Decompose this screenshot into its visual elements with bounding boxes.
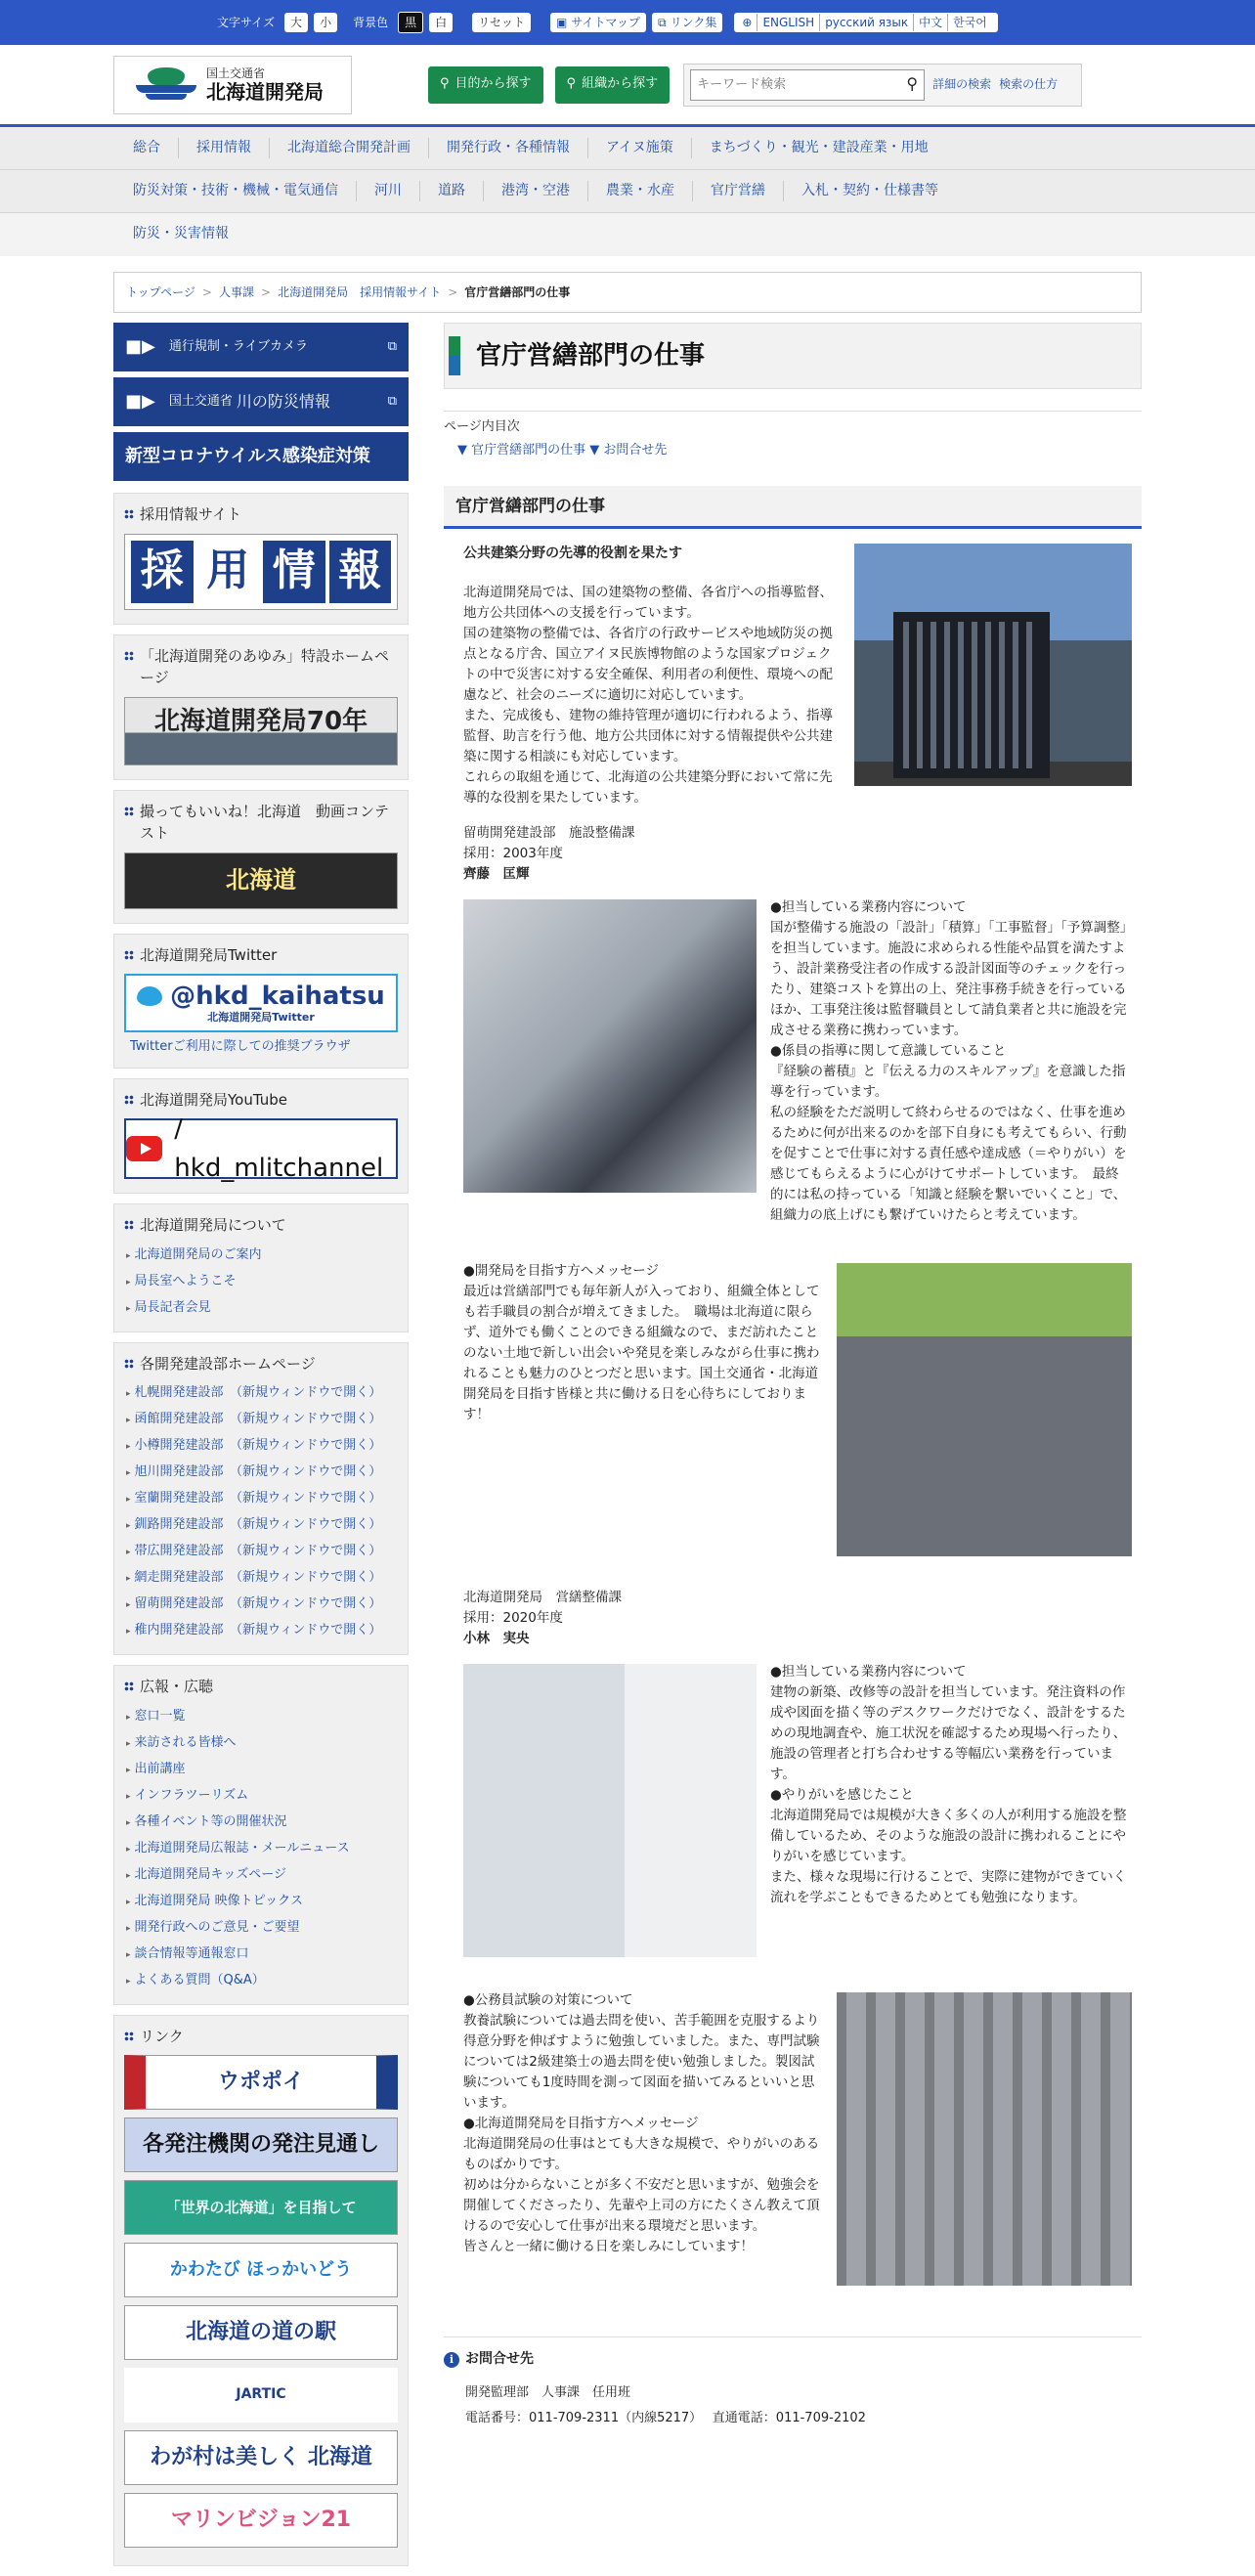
video-camera-icon: ■▶ (125, 336, 155, 358)
twitter-browser-link[interactable]: Twitterご利用に際しての推奨ブラウザ (130, 1039, 351, 1054)
breadcrumb-home[interactable]: トップページ (126, 284, 195, 299)
nav-row-3 (0, 213, 1255, 256)
person2-text2-block (463, 1990, 821, 2257)
link-banner-marine-vision[interactable]: マリンビジョン21 (124, 2493, 398, 2548)
person2-text1: ●担当している業務内容について 建物の新築、改修等の設計を担当しています。発注資料の作成や図面を描く等のデスクワークだけでなく、設計をするための現地調査や、施工状況を確認するため現場へ行ったり、施設の管理者と打ち合わせする等幅広い業務を行っています。 ●やりがいを感じたこと 北海道開発局では規模が大きく多くの人が利用する施設を整備しているため、そのような施設の設計に携われることにやりがいを感じています。 また、様々な現場に行けることで、実際に建物ができていく流れを学ぶこともできるためとても勉強になります。 (770, 1664, 1127, 1905)
link-banner-order-outlook[interactable]: 各発注機関の発注見通し (124, 2118, 398, 2172)
person2-dept: 北海道開発局 営繕整備課 (463, 1590, 622, 1605)
about-box-title: 北海道開発局について (140, 1216, 286, 1235)
branch-link[interactable]: 帯広開発建設部 （新規ウィンドウで開く） (134, 1544, 382, 1559)
traffic-camera-label: 通行規制・ライブカメラ (168, 338, 308, 354)
search-area (683, 64, 1082, 107)
link-banner-wagamura[interactable]: わが村は美しく 北海道 (124, 2430, 398, 2485)
recruit-box (113, 493, 409, 625)
video-contest-banner[interactable]: 北海道 (124, 852, 398, 909)
link-banner-michinoeki[interactable]: 北海道の道の駅 (124, 2305, 398, 2360)
section-lead: 公共建築分野の先導的役割を果たす (463, 546, 682, 561)
global-nav (0, 127, 1255, 256)
link-banner-jartic[interactable]: JARTIC (124, 2368, 398, 2423)
search-by-org-button[interactable] (555, 66, 671, 104)
about-link[interactable]: 局長記者会見 (134, 1299, 211, 1315)
pr-box (113, 1665, 409, 2005)
pr-link[interactable]: 窓口一覧 (134, 1708, 186, 1724)
page-title-bar (444, 323, 1142, 389)
font-large-button[interactable]: 大 (284, 13, 308, 32)
recruit-banner-char-4: 報 (329, 541, 392, 603)
font-small-button[interactable]: 小 (314, 13, 337, 32)
pr-link[interactable]: 北海道開発局キッズページ (134, 1866, 287, 1882)
lang-chinese[interactable]: 中文 (913, 14, 947, 31)
utility-bar (0, 0, 1255, 45)
scaffold-site-photo (837, 1992, 1132, 2286)
search-by-purpose-label: 目的から探す (454, 76, 532, 92)
intro-block (463, 544, 835, 808)
site-logo[interactable] (113, 56, 352, 114)
pr-link[interactable]: インフラツーリズム (134, 1787, 249, 1803)
building-photo (854, 544, 1132, 786)
person1-text2: ●開発局を目指す方へメッセージ 最近は営繕部門でも毎年新人が入っており、組織全体としても若手職員の割合が増えてきました。 職場は北海道に限らず、道外でも働くことのできる組織なので、まだ訪れたことのない土地で新しい出会いや発見を楽しみながら仕事に携われることも魅力のひとつだと思います。国土交通省・北海道開発局を目指す皆様と共に働ける日を心待ちにしております！ (463, 1263, 820, 1422)
branch-link[interactable]: 網走開発建設部 （新規ウィンドウで開く） (134, 1570, 382, 1586)
font-size-label: 文字サイズ (217, 15, 276, 29)
contact-phone: 電話番号：011-709-2311（内線5217） 直通電話：011-709-2102 (465, 2410, 866, 2425)
links-link[interactable] (652, 13, 722, 32)
link-banner-kawatabi[interactable]: かわたび ほっかいどう (124, 2243, 398, 2297)
covid-button[interactable]: 新型コロナウイルス感染症対策 (113, 432, 409, 481)
sitemap-label: サイトマップ (571, 16, 641, 29)
search-box (690, 69, 925, 101)
nav-general[interactable]: 総合 (133, 139, 160, 155)
dots-icon (124, 807, 134, 816)
branch-box-title: 各開発建設部ホームページ (140, 1354, 316, 1373)
pr-link[interactable]: 談合情報等通報窓口 (134, 1945, 249, 1961)
search-icon[interactable]: ⚲ (906, 74, 919, 94)
lang-english[interactable]: ENGLISH (757, 14, 819, 31)
twitter-banner[interactable] (124, 974, 398, 1032)
external-link-icon: ⧉ (658, 16, 667, 29)
links-label: リンク集 (670, 16, 717, 29)
pr-link[interactable]: 各種イベント等の開催状況 (134, 1813, 287, 1829)
bg-white-button[interactable]: 白 (429, 13, 453, 32)
nav-recruit[interactable]: 採用情報 (178, 138, 269, 159)
advanced-search-link[interactable]: 詳細の検索 (932, 77, 992, 92)
dots-icon (124, 1359, 134, 1369)
toc-label: ページ内目次 (444, 419, 520, 434)
lang-russian[interactable]: русский язык (819, 14, 913, 31)
nav-agriculture[interactable]: 農業・水産 (587, 181, 692, 202)
youtube-box (113, 1078, 409, 1195)
magnifier-icon: ⚲ (440, 76, 450, 92)
logo-mark-icon (136, 67, 196, 103)
external-link-icon: ⧉ (387, 338, 397, 354)
branch-link[interactable]: 室蘭開発建設部 （新規ウィンドウで開く） (134, 1491, 382, 1506)
magnifier-icon: ⚲ (566, 76, 577, 92)
links-box (113, 2015, 409, 2567)
dots-icon (124, 1681, 134, 1691)
breadcrumb: トップページ > 人事課 > 北海道開発局 採用情報サイト > 官庁営繕部門の仕事 (113, 272, 1142, 313)
river-disaster-label: 川の防災情報 (236, 391, 330, 411)
ayumi-box (113, 634, 409, 780)
about-link[interactable]: 局長室へようこそ (134, 1273, 237, 1288)
nav-road[interactable]: 道路 (419, 181, 483, 202)
search-howto-link[interactable]: 検索の仕方 (999, 77, 1059, 92)
recruit-banner-char-3: 情 (263, 541, 325, 603)
branch-link[interactable]: 小樽開発建設部 （新規ウィンドウで開く） (134, 1438, 382, 1454)
dots-icon (124, 509, 134, 519)
person1-info (463, 823, 835, 885)
youtube-banner[interactable] (124, 1113, 398, 1184)
construction-site-photo (837, 1263, 1132, 1556)
youtube-box-title: 北海道開発局YouTube (140, 1090, 287, 1109)
intro-text: 北海道開発局では、国の建築物の整備、各省庁への指導監督、地方公共団体への支援を行っています。 国の建築物の整備では、各省庁の行政サービスや地域防災の拠点となる庁舎、国立アイヌ民族博物館のような国家プロジェクトの中で災害に対する安全確保、利用者の利便性、環境への配慮など、社会のニーズに適切に対応しています。 また、完成後も、建物の維持管理が適切に行われるよう、指導監督、助言を行う他、地方公共団体に対する情報提供や公共建築に関する相談にも対応しています。 これらの取組を通じて、北海道の公共建築分野において常に先導的な役割を果たしています。 (463, 584, 833, 806)
bg-black-button[interactable]: 黒 (398, 12, 423, 33)
info-icon: i (444, 2352, 459, 2368)
person1-text2-block (463, 1261, 821, 1425)
nav-port-airport[interactable]: 港湾・空港 (483, 181, 587, 202)
branch-link[interactable]: 稚内開発建設部 （新規ウィンドウで開く） (134, 1623, 382, 1638)
breadcrumb-current: 官庁営繕部門の仕事 (464, 284, 571, 299)
twitter-box-title: 北海道開発局Twitter (140, 945, 278, 964)
globe-icon: ⊕ (742, 16, 753, 29)
dots-icon (124, 2031, 134, 2041)
pr-link[interactable]: 開発行政へのご意見・ご要望 (134, 1919, 300, 1935)
recruit-banner-char-2: 用 (197, 541, 260, 603)
person1-dept: 留萌開発建設部 施設整備課 (463, 825, 635, 841)
person1-text1: ●担当している業務内容について 国が整備する施設の「設計」「積算」「工事監督」「予算調整」を担当しています。施設に求められる性能や品質を満たすよう、設計業務受注者の作成する設計図面等のチェックを行ったり、建築コストを算出の上、発注事務手続きを行っているほか、工事発注後は監督職員として請負業者と共に施設を完成させる業務に携わっています。 ●係員の指導に関して意識していること 『経験の蓄積』と『伝える力のスキルアップ』を意識した指導を行っています。 私の経験をただ説明して終わらせるのではなく、仕事を進めるために何が出来るのかを部下自身にも考えてもらい、行動を促すことで仕事に対する責任感や達成感（＝やりがい）を感じてもらえるように心がけてサポートしています。 最終的には私の持っている「知識と経験を繋いでいくこと」で、組織力の底上げにも繋げていけたらと考えています。 (770, 899, 1127, 1223)
nav-ainu[interactable]: アイヌ施策 (587, 138, 691, 159)
twitter-handle: @hkd_kaihatsu (170, 982, 385, 1011)
nav-bidding[interactable]: 入札・契約・仕様書等 (783, 181, 956, 202)
contact-title: お問合せ先 (465, 2351, 534, 2367)
branch-link[interactable]: 釧路開発建設部 （新規ウィンドウで開く） (134, 1517, 382, 1533)
recruit-box-title: 採用情報サイト (140, 505, 241, 523)
breadcrumb-recruit-site[interactable]: 北海道開発局 採用情報サイト (278, 284, 442, 299)
person1-photo (463, 899, 757, 1193)
person1-text1-block (770, 897, 1132, 1226)
branch-link[interactable]: 札幌開発建設部 （新規ウィンドウで開く） (134, 1385, 382, 1401)
links-box-title: リンク (140, 2027, 184, 2045)
nav-river[interactable]: 河川 (356, 181, 419, 202)
lang-korean[interactable]: 한국어 (947, 14, 992, 31)
language-switcher (734, 13, 998, 32)
pr-link[interactable]: 出前講座 (134, 1761, 186, 1776)
person2-info (463, 1588, 835, 1649)
person1-year: 採用：2003年度 (463, 846, 563, 861)
link-banner-world-hokkaido[interactable]: 「世界の北海道」を目指して (124, 2180, 398, 2235)
twitter-sub: 北海道開発局Twitter (207, 1011, 315, 1024)
ayumi-banner[interactable]: 北海道開発局70年 (124, 697, 398, 765)
river-disaster-button[interactable] (113, 377, 409, 426)
contact-section (444, 2336, 1142, 2431)
search-by-org-label: 組織から探す (582, 76, 659, 92)
pr-link[interactable]: よくある質問（Q&A） (134, 1972, 265, 1987)
search-input[interactable] (697, 77, 906, 92)
person2-name: 小林 実央 (463, 1631, 530, 1646)
dots-icon (124, 1220, 134, 1230)
title-accent (449, 336, 460, 375)
site-header (0, 45, 1255, 127)
nav-development-plan[interactable]: 北海道総合開発計画 (269, 138, 428, 159)
person2-year: 採用：2020年度 (463, 1610, 563, 1626)
dots-icon (124, 1095, 134, 1105)
about-box (113, 1203, 409, 1332)
branch-link[interactable]: 旭川開発建設部 （新規ウィンドウで開く） (134, 1464, 382, 1480)
link-banner-upopoy[interactable]: ウポポイ (124, 2055, 398, 2110)
nav-row-1 (0, 127, 1255, 170)
pr-link[interactable]: 北海道開発局 映像トピックス (134, 1893, 304, 1908)
nav-government-buildings[interactable]: 官庁営繕 (692, 181, 783, 202)
person2-text2: ●公務員試験の対策について 教養試験については過去問を使い、苦手範囲を克服するより得意分野を伸ばすように勉強していました。また、専門試験については2級建築士の過去問を使い勉強しました。製図試験についても1度時間を測って図面を描いてみるといいと思います。 ●北海道開発局を目指す方へメッセージ 北海道開発局の仕事はとても大きな規模で、やりがいのあるものばかりです。 初めは分からないことが多く不安だと思いますが、勉強会を開催してくださったり、先輩や上司の方にたくさん教えて頂けるので安心して仕事が出来る環境だと思います。 皆さんと一緒に働ける日を楽しみにしています！ (463, 1992, 820, 2254)
river-ministry-label: 国土交通省 (168, 393, 233, 409)
nav-row-2 (0, 170, 1255, 213)
nav-disaster-tech[interactable]: 防災対策・技術・機械・電気通信 (133, 182, 338, 198)
pr-link[interactable]: 北海道開発局広報誌・メールニュース (134, 1840, 350, 1856)
main-content (444, 323, 1142, 529)
nav-community[interactable]: まちづくり・観光・建設産業・用地 (691, 138, 946, 159)
dots-icon (124, 651, 134, 661)
branch-link[interactable]: 函館開発建設部 （新規ウィンドウで開く） (134, 1412, 382, 1427)
youtube-handle: / hkd_mlitchannel (174, 1113, 384, 1184)
logo-bureau: 北海道開発局 (206, 79, 324, 104)
nav-administration[interactable]: 開発行政・各種情報 (428, 138, 587, 159)
breadcrumb-personnel[interactable]: 人事課 (218, 284, 254, 299)
search-by-purpose-button[interactable] (428, 66, 543, 104)
page-title: 官庁営繕部門の仕事 (476, 340, 706, 371)
contact-dept: 開発監理部 人事課 任用班 (465, 2384, 631, 2400)
person2-photo (463, 1664, 757, 1957)
youtube-play-icon (126, 1136, 162, 1161)
ayumi-box-title: 「北海道開発のあゆみ」特設ホームページ (140, 646, 390, 686)
sitemap-icon: ▣ (556, 16, 568, 29)
branch-link[interactable]: 留萌開発建設部 （新規ウィンドウで開く） (134, 1596, 382, 1612)
section-heading: 官庁営繕部門の仕事 (444, 486, 1142, 529)
sitemap-link[interactable] (550, 13, 646, 32)
traffic-camera-button[interactable] (113, 323, 409, 371)
video-camera-icon: ■▶ (125, 391, 155, 413)
reset-button[interactable]: リセット (472, 13, 531, 32)
pr-box-title: 広報・広聴 (140, 1678, 214, 1696)
nav-disaster-info[interactable]: 防災・災害情報 (133, 226, 229, 242)
recruit-banner-char-1: 採 (131, 541, 194, 603)
video-contest-box (113, 790, 409, 924)
dots-icon (124, 950, 134, 960)
sidebar (113, 323, 409, 2576)
bg-color-label: 背景色 (353, 15, 389, 29)
video-contest-title: 撮ってもいいね！北海道 動画コンテスト (140, 802, 390, 842)
pr-link[interactable]: 来訪される皆様へ (134, 1734, 237, 1750)
page-toc (444, 411, 1142, 460)
logo-ministry: 国土交通省 (206, 65, 266, 80)
twitter-bird-icon (137, 986, 162, 1006)
recruit-banner[interactable] (124, 534, 398, 610)
person1-name: 齊藤 匡輝 (463, 866, 530, 882)
toc-links[interactable]: ▼ 官庁営繕部門の仕事 ▼ お問合せ先 (457, 443, 668, 458)
branch-box (113, 1342, 409, 1656)
about-link[interactable]: 北海道開発局のご案内 (134, 1246, 262, 1262)
external-link-icon: ⧉ (387, 393, 397, 409)
twitter-box (113, 934, 409, 1069)
person2-text1-block (770, 1662, 1132, 1908)
